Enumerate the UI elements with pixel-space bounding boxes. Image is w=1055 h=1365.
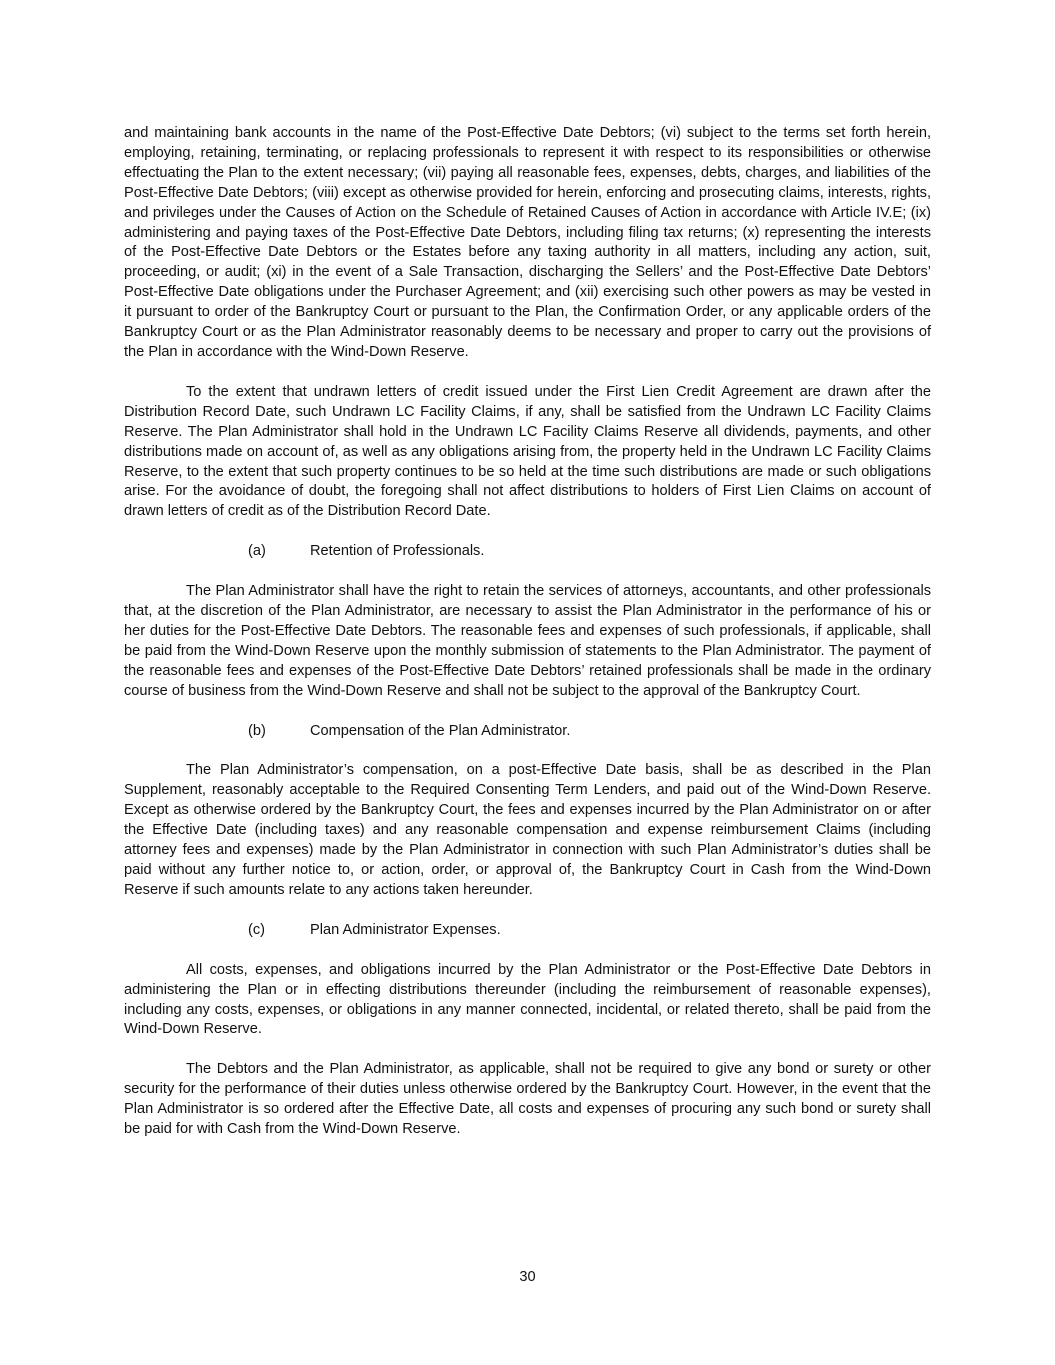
body-paragraph: The Plan Administrator’s compensation, on a post-Effective Date basis, shall be as described in the Plan Supplement, reasonably acceptable to the Required Consenting Term Lenders, and paid out of the Wind-Down Reserve. Except as otherwise ordered by the Bankruptcy Court, the fees and expenses incurred by the Plan Administrator on or after the Effective Date (including taxes) and any reasonable compensation and expense reimbursement Claims (including attorney fees and expenses) made by the Plan Administrator in connection with such Plan Administrator’s duties shall be paid without any further notice to, or action, order, or approval of, the Bankruptcy Court in Cash from the Wind-Down Reserve if such amounts relate to any actions taken hereunder. (124, 762, 931, 898)
section-number: (b) (248, 722, 266, 739)
section-heading-c (124, 921, 931, 941)
body-paragraph: The Debtors and the Plan Administrator, as applicable, shall not be required to give any bond or surety or other security for the performance of their duties unless otherwise ordered by the Bankruptcy Court. However, in the event that the Plan Administrator is so ordered after the Effective Date, all costs and expenses of procuring any such bond or surety shall be paid for with Cash from the Wind-Down Reserve. (124, 1061, 931, 1138)
body-paragraph: All costs, expenses, and obligations incurred by the Plan Administrator or the Post-Effective Date Debtors in administering the Plan or in effecting distributions thereunder (including the reimbursement of reasonable expenses), including any costs, expenses, or obligations in any manner connected, incidental, or related thereto, shall be paid from the Wind-Down Reserve. (124, 961, 931, 1038)
document-page (124, 124, 931, 1160)
section-title: Plan Administrator Expenses. (310, 921, 501, 938)
page-number: 30 (519, 1269, 536, 1285)
section-title: Retention of Professionals. (310, 543, 485, 560)
body-paragraph: To the extent that undrawn letters of credit issued under the First Lien Credit Agreement are drawn after the Distribution Record Date, such Undrawn LC Facility Claims, if any, shall be satisfied from the Undrawn LC Facility Claims Reserve. The Plan Administrator shall hold in the Undrawn LC Facility Claims Reserve all dividends, payments, and other distributions made on account of, as well as any obligations arising from, the property held in the Undrawn LC Facility Claims Reserve, to the extent that such property continues to be so held at the time such distributions are made or such obligations arise. For the avoidance of doubt, the foregoing shall not affect distributions to holders of First Lien Claims on account of drawn letters of credit as of the Distribution Record Date. (124, 383, 931, 520)
body-paragraph: and maintaining bank accounts in the name of the Post-Effective Date Debtors; (vi) subject to the terms set forth herein, employing, retaining, terminating, or replacing professionals to represent it with respect to its responsibilities or otherwise effectuating the Plan to the extent necessary; (vii) paying all reasonable fees, expenses, debts, charges, and liabilities of the Post-Effective Date Debtors; (viii) except as otherwise provided for herein, enforcing and prosecuting claims, interests, rights, and privileges under the Causes of Action on the Schedule of Retained Causes of Action in accordance with Article IV.E; (ix) administering and paying taxes of the Post-Effective Date Debtors, including filing tax returns; (x) representing the interests of the Post-Effective Date Debtors or the Estates before any taxing authority in all matters, including any action, suit, proceeding, or audit; (xi) in the event of a Sale Transaction, discharging the Sellers’ and the Post-Effective Date Debtors’ Post-Effective Date obligations under the Purchaser Agreement; and (xii) exercising such other powers as may be vested in it pursuant to order of the Bankruptcy Court or pursuant to the Plan, the Confirmation Order, or any applicable orders of the Bankruptcy Court or as the Plan Administrator reasonably deems to be necessary and proper to carry out the provisions of the Plan in accordance with the Wind-Down Reserve. (124, 125, 931, 360)
section-number: (c) (248, 921, 266, 938)
body-paragraph: The Plan Administrator shall have the right to retain the services of attorneys, accountants, and other professionals that, at the discretion of the Plan Administrator, are necessary to assist the Plan Administrator in the performance of his or her duties for the Post-Effective Date Debtors. The reasonable fees and expenses of such professionals, if applicable, shall be paid from the Wind-Down Reserve upon the monthly submission of statements to the Plan Administrator. The payment of the reasonable fees and expenses of the Post-Effective Date Debtors’ retained professionals shall be made in the ordinary course of business from the Wind-Down Reserve and shall not be subject to the approval of the Bankruptcy Court. (124, 583, 931, 699)
section-heading-a (124, 542, 931, 562)
section-number: (a) (248, 543, 266, 560)
section-title: Compensation of the Plan Administrator. (310, 722, 571, 739)
section-heading-b (124, 722, 931, 742)
